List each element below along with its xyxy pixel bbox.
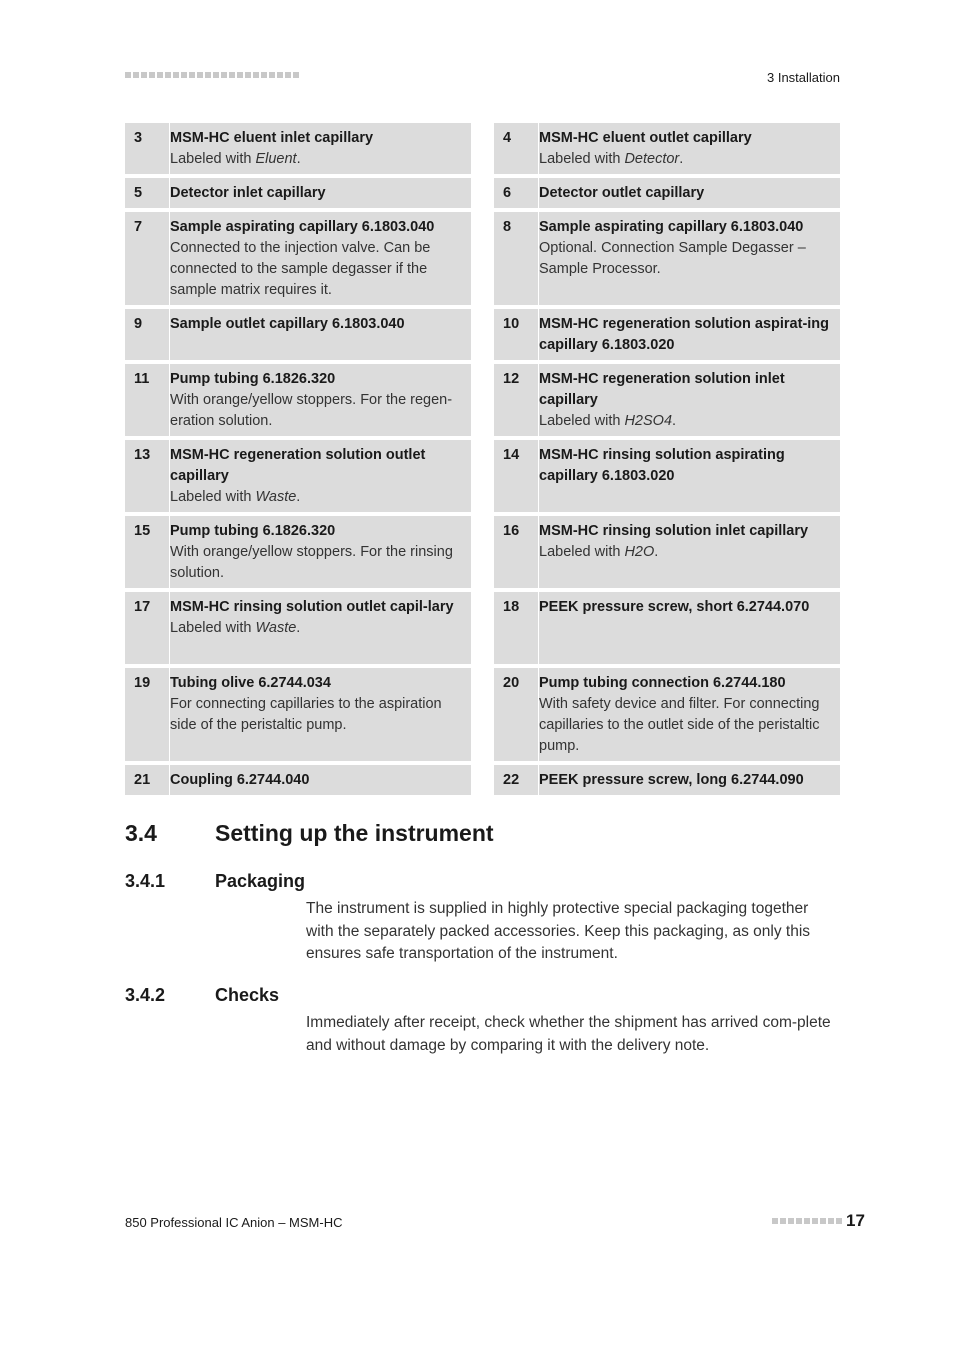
- section-heading: [125, 820, 494, 847]
- subsection-title: Checks: [215, 985, 280, 1005]
- legend-item-title: Pump tubing 6.1826.320: [170, 523, 336, 539]
- legend-item-text: [539, 440, 840, 512]
- description-text: With safety device and filter. For connecting capillaries to the outlet side of the peristaltic pump.: [539, 696, 820, 754]
- checks-paragraph: Immediately after receipt, check whether the shipment has arrived com-plete and without damage by comparing it with the delivery note.: [306, 1014, 831, 1054]
- legend-item-description: [170, 694, 463, 736]
- description-label: H2O: [624, 544, 655, 560]
- description-text: With orange/yellow stoppers. For the rinsing solution.: [170, 544, 453, 581]
- legend-item-text: [539, 668, 840, 761]
- legend-item-description: [170, 487, 463, 508]
- legend-item: [494, 592, 840, 664]
- subsection-heading-checks: [125, 985, 279, 1006]
- legend-item-title: Pump tubing connection 6.2744.180: [539, 675, 786, 691]
- legend-item-number: 12: [494, 364, 539, 436]
- legend-item-description: [539, 411, 832, 432]
- legend-item-text: [170, 592, 471, 664]
- legend-item-text: [539, 178, 840, 208]
- legend-item: [494, 440, 840, 512]
- legend-item-title: MSM-HC eluent outlet capillary: [539, 130, 752, 146]
- legend-item: [494, 364, 840, 436]
- subsection-title: Packaging: [215, 871, 306, 891]
- legend-column-left: [125, 123, 471, 799]
- description-text: Labeled with: [170, 620, 256, 636]
- legend-item: [125, 364, 471, 436]
- description-text: Labeled with: [170, 151, 256, 167]
- subsection-number: 3.4.2: [125, 985, 166, 1005]
- legend-item-number: 10: [494, 309, 539, 360]
- legend-item-number: 7: [125, 212, 170, 305]
- legend-item-title: Tubing olive 6.2744.034: [170, 675, 331, 691]
- legend-item-title: Pump tubing 6.1826.320: [170, 371, 336, 387]
- legend-item-number: 21: [125, 765, 170, 795]
- section-number: 3.4: [125, 820, 157, 846]
- legend-item-text: [170, 309, 471, 360]
- legend-item-number: 17: [125, 592, 170, 664]
- subsection-heading-packaging: [125, 871, 305, 892]
- legend-item: [125, 440, 471, 512]
- legend-item-title: Sample aspirating capillary 6.1803.040: [539, 219, 804, 235]
- description-label: Waste: [255, 489, 297, 505]
- packaging-paragraph: The instrument is supplied in highly protective special packaging together with the separately packed accessories. Keep this packaging, as only this ensures safe transportation of the instrument.: [306, 900, 811, 962]
- legend-item-number: 4: [494, 123, 539, 174]
- legend-item-number: 8: [494, 212, 539, 305]
- description-label: Waste: [255, 620, 297, 636]
- legend-item-number: 22: [494, 765, 539, 795]
- legend-item-title: Detector outlet capillary: [539, 185, 705, 201]
- legend-item-title: MSM-HC rinsing solution aspirating capillary 6.1803.020: [539, 447, 785, 484]
- legend-item-title: MSM-HC rinsing solution inlet capillary: [539, 523, 809, 539]
- description-text: With orange/yellow stoppers. For the regen-eration solution.: [170, 392, 453, 429]
- legend-item-text: [170, 212, 471, 305]
- description-punctuation: .: [679, 151, 684, 167]
- description-punctuation: .: [296, 151, 301, 167]
- legend-item-text: [170, 765, 471, 795]
- legend-column-right: [494, 123, 840, 799]
- legend-item-number: 9: [125, 309, 170, 360]
- legend-item-text: [539, 516, 840, 588]
- legend-item-description: [170, 542, 463, 584]
- legend-item-number: 5: [125, 178, 170, 208]
- legend-item: [125, 212, 471, 305]
- legend-item-text: [170, 123, 471, 174]
- legend-item-number: 3: [125, 123, 170, 174]
- legend-item: [494, 123, 840, 174]
- legend-item-text: [539, 309, 840, 360]
- legend-item-number: 11: [125, 364, 170, 436]
- section-title: Setting up the instrument: [215, 820, 494, 846]
- legend-item-description: [170, 618, 463, 639]
- legend-item-title: MSM-HC rinsing solution outlet capil-lary: [170, 599, 454, 615]
- legend-item: [125, 309, 471, 360]
- legend-item-number: 6: [494, 178, 539, 208]
- legend-item-description: [539, 694, 832, 757]
- header-decoration: [125, 72, 299, 78]
- legend-item-title: MSM-HC regeneration solution outlet capillary: [170, 447, 426, 484]
- legend-item-text: [170, 440, 471, 512]
- description-punctuation: .: [654, 544, 659, 560]
- legend-item-number: 19: [125, 668, 170, 761]
- legend-item-text: [539, 364, 840, 436]
- legend-item-number: 20: [494, 668, 539, 761]
- legend-item-title: MSM-HC regeneration solution inlet capillary: [539, 371, 785, 408]
- footer-product: 850 Professional IC Anion – MSM-HC: [125, 1215, 343, 1230]
- legend-item-number: 13: [125, 440, 170, 512]
- legend-item-text: [539, 123, 840, 174]
- description-text: Labeled with: [170, 489, 256, 505]
- legend-item-text: [539, 212, 840, 305]
- description-punctuation: .: [296, 489, 301, 505]
- description-text: Optional. Connection Sample Degasser – Sample Processor.: [539, 240, 806, 277]
- legend-item-number: 16: [494, 516, 539, 588]
- subsection-number: 3.4.1: [125, 871, 166, 891]
- legend-item-description: [539, 238, 832, 280]
- legend-item-number: 18: [494, 592, 539, 664]
- legend-item-title: PEEK pressure screw, long 6.2744.090: [539, 772, 804, 788]
- legend-item: [494, 765, 840, 795]
- legend-item-text: [170, 516, 471, 588]
- legend-item: [125, 516, 471, 588]
- description-label: H2SO4: [624, 413, 673, 429]
- legend-item-number: 15: [125, 516, 170, 588]
- legend-item: [494, 309, 840, 360]
- page-number: 17: [846, 1211, 865, 1230]
- legend-item: [125, 178, 471, 208]
- description-text: Labeled with: [539, 151, 625, 167]
- legend-item-description: [539, 542, 832, 563]
- legend-item-description: [170, 149, 463, 170]
- footer-decoration: [772, 1218, 842, 1224]
- legend-item: [494, 668, 840, 761]
- legend-item-number: 14: [494, 440, 539, 512]
- description-label: Detector: [624, 151, 680, 167]
- legend-item-text: [539, 765, 840, 795]
- chapter-header: 3 Installation: [767, 70, 840, 85]
- legend-item-text: [539, 592, 840, 664]
- legend-item: [125, 592, 471, 664]
- legend-item: [125, 765, 471, 795]
- description-punctuation: .: [672, 413, 677, 429]
- description-text: Labeled with: [539, 544, 625, 560]
- legend-item-text: [170, 364, 471, 436]
- legend-item-description: [170, 390, 463, 432]
- legend-item-title: MSM-HC eluent inlet capillary: [170, 130, 374, 146]
- legend-item-title: PEEK pressure screw, short 6.2744.070: [539, 599, 810, 615]
- legend-item: [494, 516, 840, 588]
- legend-item: [125, 123, 471, 174]
- legend-item: [494, 212, 840, 305]
- description-text: Labeled with: [539, 413, 625, 429]
- legend-item: [125, 668, 471, 761]
- legend-item-description: [539, 149, 832, 170]
- legend-item: [494, 178, 840, 208]
- description-punctuation: .: [296, 620, 301, 636]
- legend-item-text: [170, 178, 471, 208]
- legend-item-title: MSM-HC regeneration solution aspirat-ing capillary 6.1803.020: [539, 316, 830, 353]
- description-text: Connected to the injection valve. Can be connected to the sample degasser if the sample matrix requires it.: [170, 240, 431, 298]
- legend-item-description: [170, 238, 463, 301]
- description-text: For connecting capillaries to the aspiration side of the peristaltic pump.: [170, 696, 442, 733]
- description-label: Eluent: [255, 151, 297, 167]
- legend-item-title: Coupling 6.2744.040: [170, 772, 310, 788]
- legend-item-title: Sample outlet capillary 6.1803.040: [170, 316, 405, 332]
- legend-item-title: Sample aspirating capillary 6.1803.040: [170, 219, 435, 235]
- legend-item-title: Detector inlet capillary: [170, 185, 326, 201]
- legend-item-text: [170, 668, 471, 761]
